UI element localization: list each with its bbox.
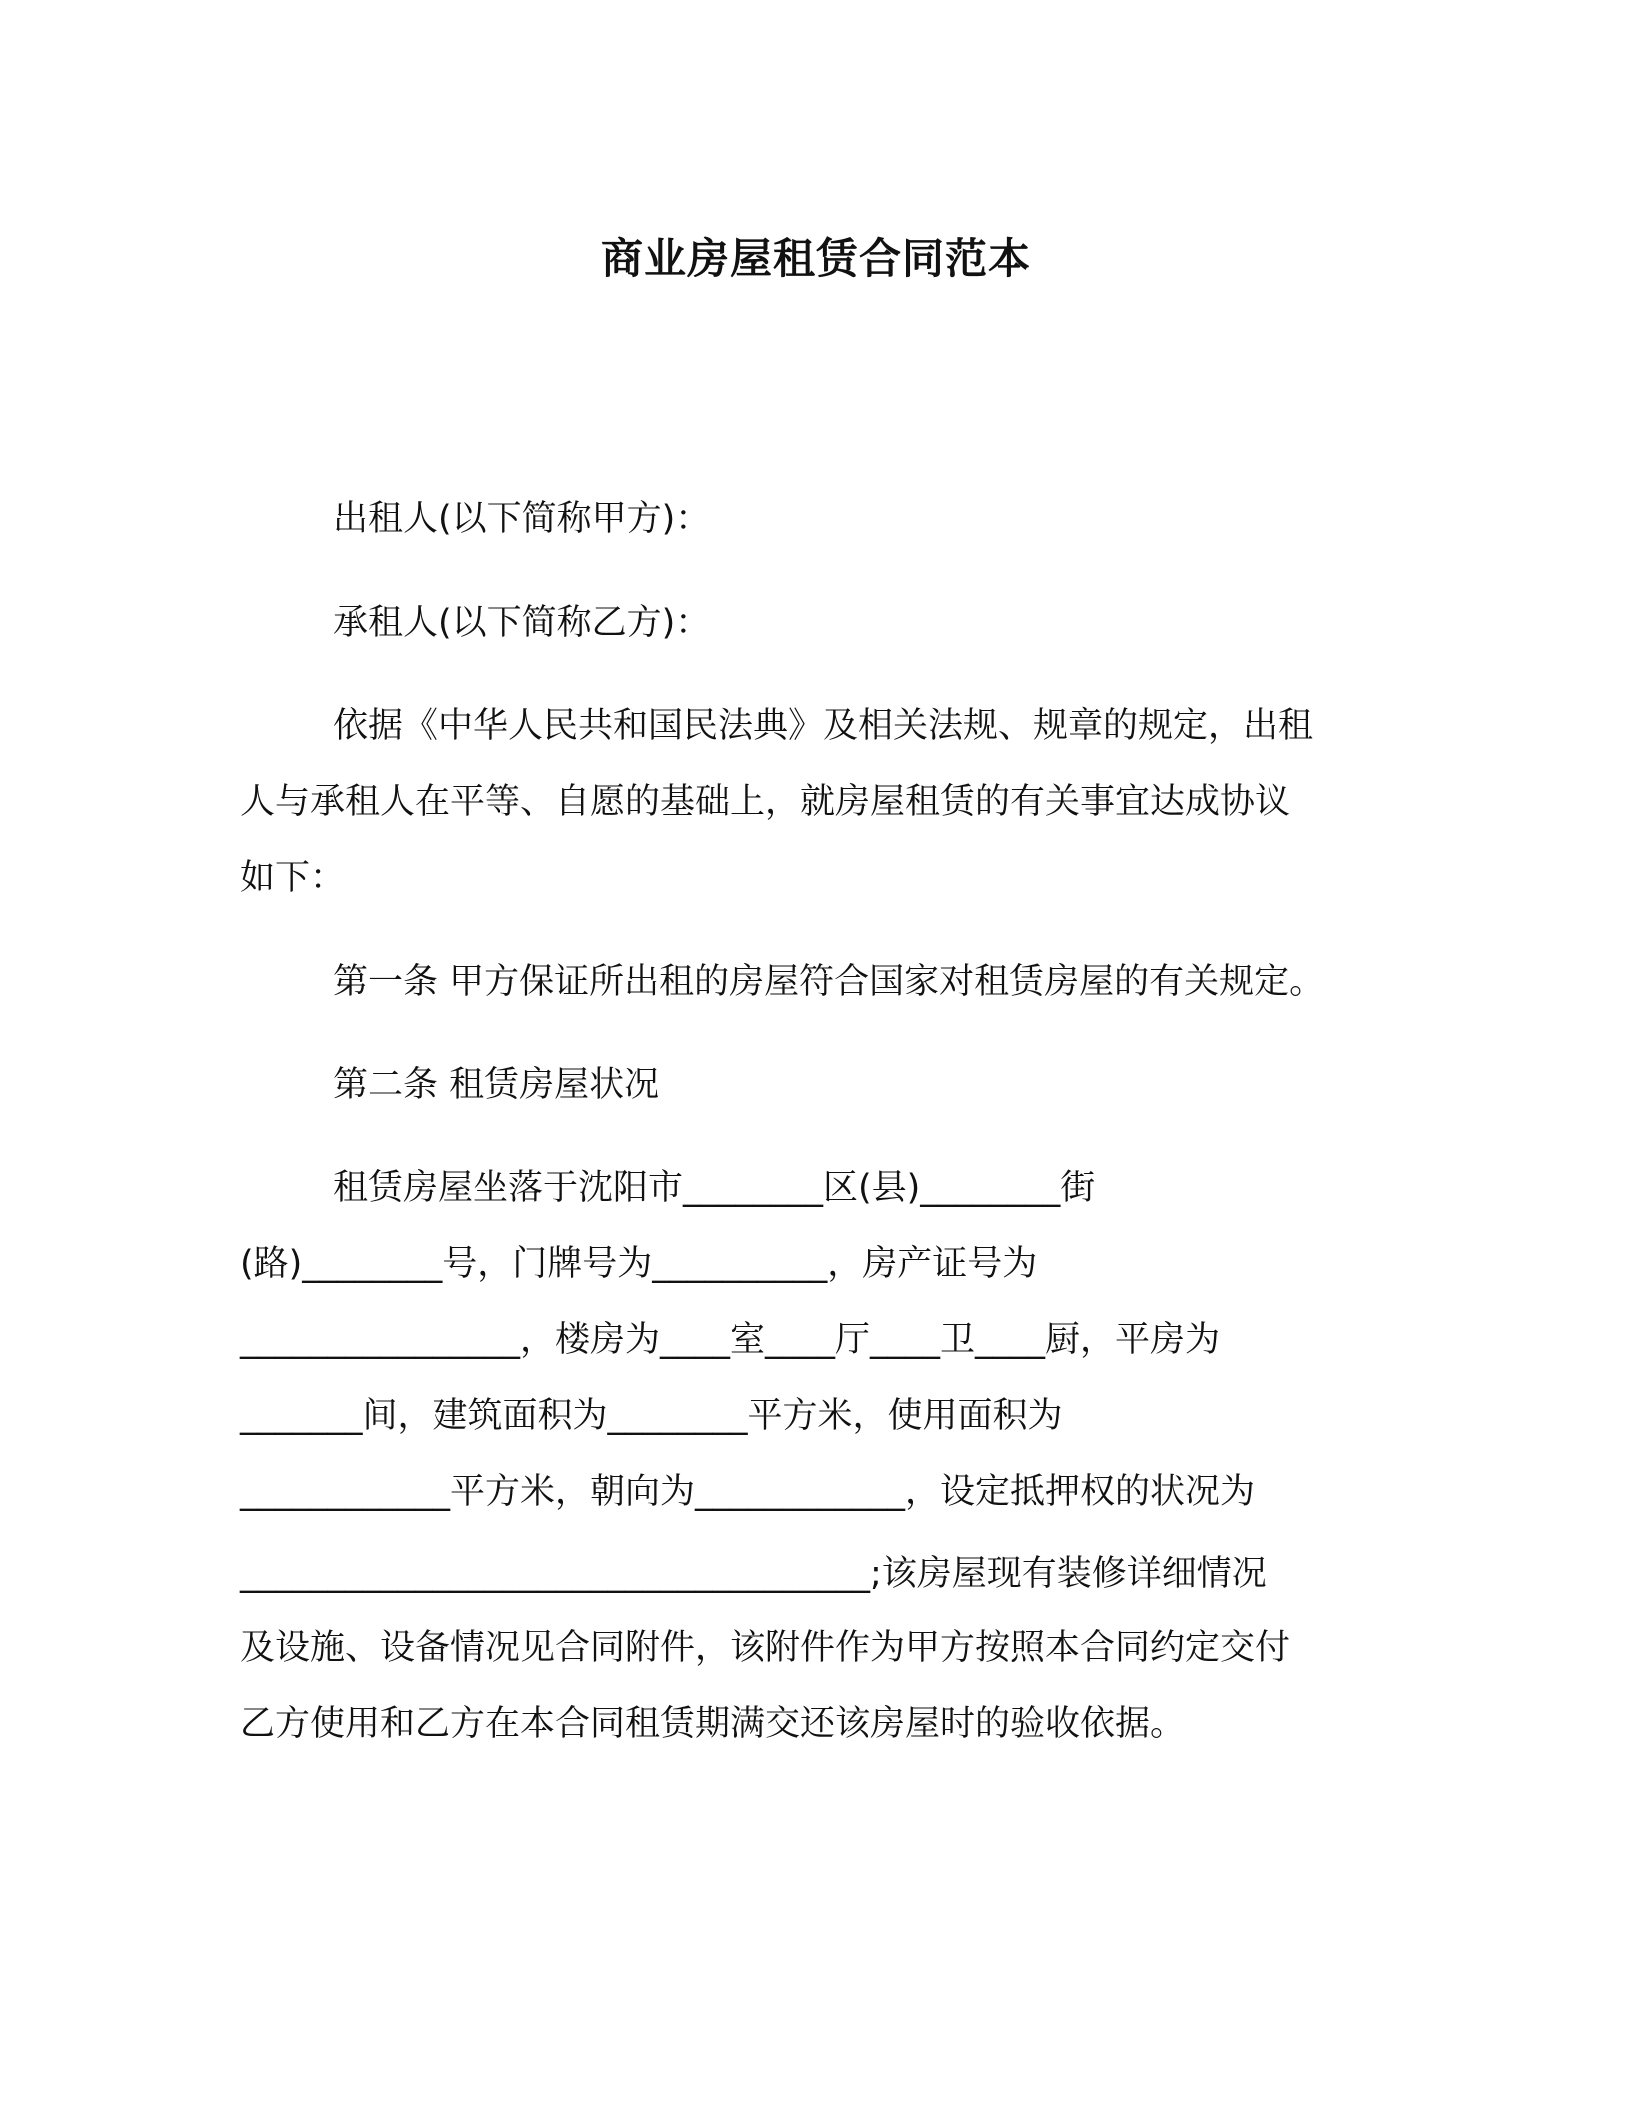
- article-2-heading: 第二条 租赁房屋状况: [333, 1065, 660, 1105]
- article-2-line-5: ____________平方米，朝向为____________，设定抵押权的状况为: [240, 1472, 1256, 1512]
- article-2-line-7: 及设施、设备情况见合同附件，该附件作为甲方按照本合同约定交付: [240, 1628, 1291, 1668]
- lessor-line: 出租人(以下简称甲方)：: [333, 499, 711, 539]
- article-2-line-2: (路)________号，门牌号为__________，房产证号为: [240, 1244, 1038, 1284]
- article-1: 第一条 甲方保证所出租的房屋符合国家对租赁房屋的有关规定。: [333, 962, 1325, 1002]
- article-2-line-4: _______间，建筑面积为________平方米，使用面积为: [240, 1396, 1063, 1436]
- preamble-line-3: 如下：: [240, 858, 346, 898]
- article-2-line-3: ________________，楼房为____室____厅____卫____厨，平房为: [240, 1320, 1221, 1360]
- article-2-line-6: ____________________________________;该房屋现有装修详细情况: [240, 1554, 1267, 1594]
- preamble-line-1: 依据《中华人民共和国民法典》及相关法规、规章的规定，出租: [333, 706, 1314, 746]
- preamble-line-2: 人与承租人在平等、自愿的基础上，就房屋租赁的有关事宜达成协议: [240, 782, 1291, 822]
- lessee-line: 承租人(以下简称乙方)：: [333, 603, 711, 643]
- article-2-line-1: 租赁房屋坐落于沈阳市________区(县)________街: [333, 1168, 1096, 1208]
- document-title: 商业房屋租赁合同范本: [600, 234, 1031, 283]
- article-2-line-8: 乙方使用和乙方在本合同租赁期满交还该房屋时的验收依据。: [240, 1704, 1186, 1744]
